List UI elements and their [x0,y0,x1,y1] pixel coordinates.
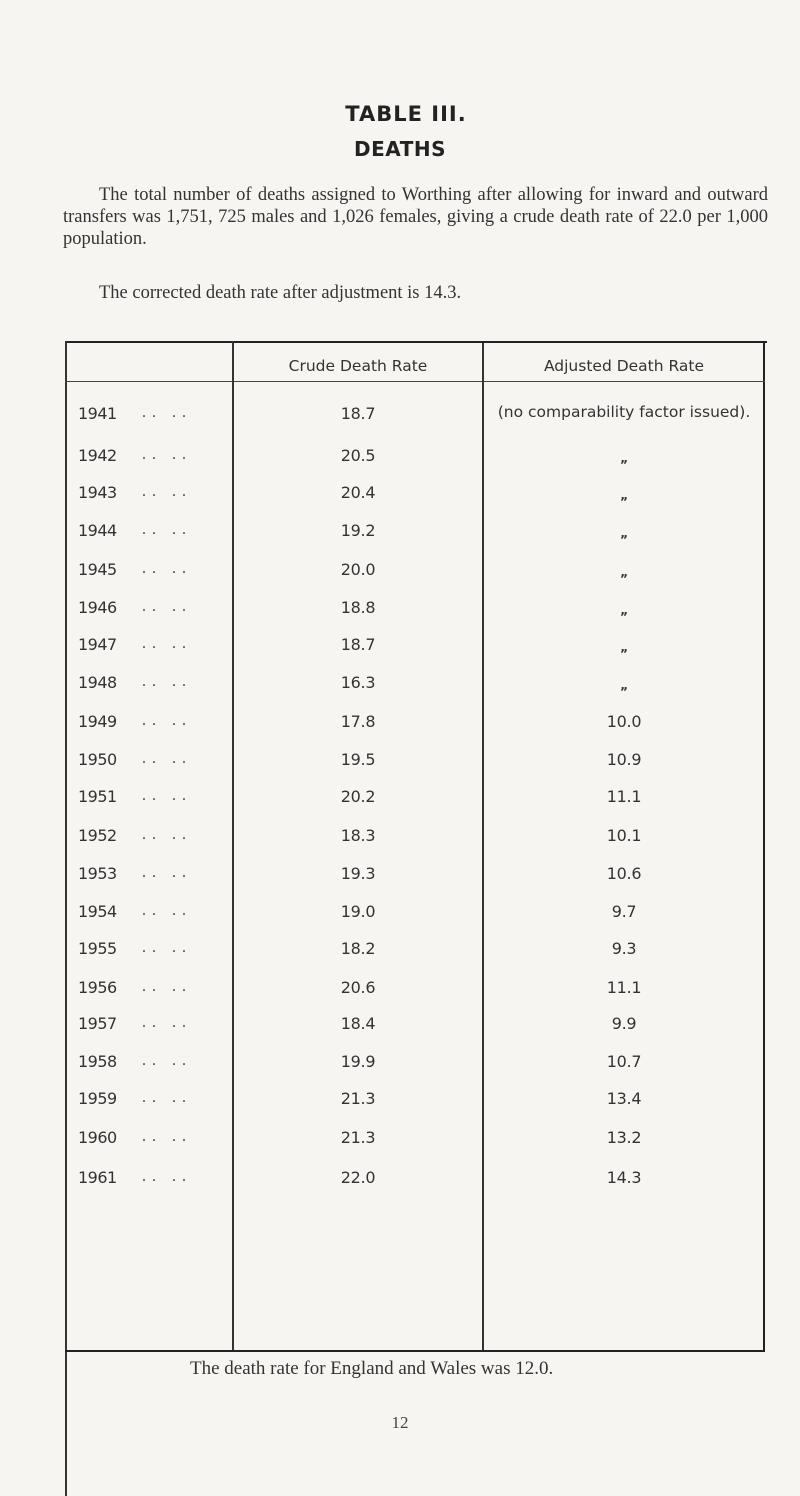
row-crude-rate: 16.3 [340,673,376,692]
table-row [0,560,800,590]
intro-paragraph-text: The total number of deaths assigned to Worthing after allowing for inward and outward transfers was 1,751, 725 males and 1,026 females, giving a crude death rate of 22.0 per 1,000 population. [63,185,768,249]
row-year: 1950 [78,750,117,769]
row-crude-rate: 20.6 [340,978,376,997]
row-adjusted-rate: 13.4 [606,1089,642,1108]
table-row [0,864,800,894]
page-number: 12 [391,1413,409,1432]
dot-leader: .. .. [142,1089,192,1106]
row-adjusted-rate: 10.0 [606,712,642,731]
corrected-rate-text: The corrected death rate after adjustment is 14.3. [99,283,462,303]
row-crude-rate: 18.4 [340,1014,376,1033]
row-year: 1959 [78,1089,117,1108]
row-crude-rate: 18.2 [340,939,376,958]
row-crude-rate: 22.0 [340,1168,376,1187]
row-crude-rate: 20.4 [340,483,376,502]
row-adjusted-rate: 13.2 [606,1128,642,1147]
row-crude-rate: 20.0 [340,560,376,579]
dot-leader: .. .. [142,750,192,767]
row-adjusted-rate: 10.1 [606,826,642,845]
dot-leader: .. .. [142,1014,192,1031]
intro-paragraph [63,184,768,250]
row-crude-rate: 19.2 [340,521,376,540]
dot-leader: .. .. [142,635,192,652]
row-crude-rate: 21.3 [340,1089,376,1108]
row-adjusted-rate: 11.1 [606,787,642,806]
dot-leader: .. .. [142,826,192,843]
row-adjusted-ditto: ” [620,572,628,586]
row-year: 1960 [78,1128,117,1147]
row-adjusted-rate: 11.1 [606,978,642,997]
row-crude-rate: 18.8 [340,598,376,617]
row-adjusted-rate: 14.3 [606,1168,642,1187]
table-row [0,902,800,932]
table-row [0,483,800,513]
dot-leader: .. .. [142,939,192,956]
row-crude-rate: 19.0 [340,902,376,921]
dot-leader: .. .. [142,787,192,804]
table-row [0,1052,800,1082]
page-title: DEATHS [354,137,446,161]
row-year: 1954 [78,902,117,921]
row-year: 1941 [78,404,117,423]
dot-leader: .. .. [142,1168,192,1185]
row-crude-rate: 19.5 [340,750,376,769]
row-year: 1953 [78,864,117,883]
row-crude-rate: 20.5 [340,446,376,465]
table-row [0,826,800,856]
row-crude-rate: 18.3 [340,826,376,845]
table-row [0,939,800,969]
dot-leader: .. .. [142,712,192,729]
table-row [0,1168,800,1198]
row-adjusted-ditto: ” [620,458,628,472]
row-year: 1951 [78,787,117,806]
row-year: 1949 [78,712,117,731]
dot-leader: .. .. [142,404,192,421]
footer-note: The death rate for England and Wales was 12.0. [190,1358,554,1379]
row-crude-rate: 21.3 [340,1128,376,1147]
table-row [0,1089,800,1119]
row-crude-rate: 18.7 [340,635,376,654]
comparability-note: (no comparability factor issued). [497,403,751,421]
row-year: 1946 [78,598,117,617]
row-crude-rate: 18.7 [340,404,376,423]
row-year: 1955 [78,939,117,958]
dot-leader: .. .. [142,598,192,615]
dot-leader: .. .. [142,1128,192,1145]
column-header-adjusted: Adjusted Death Rate [543,357,705,375]
corrected-rate-paragraph [63,282,768,304]
row-crude-rate: 19.3 [340,864,376,883]
row-adjusted-ditto: ” [620,533,628,547]
table-row [0,1128,800,1158]
table-row [0,750,800,780]
row-crude-rate: 19.9 [340,1052,376,1071]
column-header-crude: Crude Death Rate [288,357,428,375]
header-divider [65,381,765,382]
row-year: 1947 [78,635,117,654]
row-year: 1944 [78,521,117,540]
dot-leader: .. .. [142,673,192,690]
table-row [0,712,800,742]
table-row [0,978,800,1008]
row-adjusted-rate: 9.3 [611,939,637,958]
dot-leader: .. .. [142,1052,192,1069]
dot-leader: .. .. [142,446,192,463]
table-row [0,446,800,476]
row-year: 1942 [78,446,117,465]
row-year: 1948 [78,673,117,692]
row-adjusted-ditto: ” [620,495,628,509]
row-year: 1943 [78,483,117,502]
table-row [0,635,800,665]
table-row [0,787,800,817]
dot-leader: .. .. [142,902,192,919]
dot-leader: .. .. [142,864,192,881]
table-row [0,404,800,434]
table-row [0,1014,800,1044]
row-year: 1957 [78,1014,117,1033]
row-crude-rate: 20.2 [340,787,376,806]
table-row [0,521,800,551]
table-row [0,673,800,703]
row-year: 1945 [78,560,117,579]
dot-leader: .. .. [142,483,192,500]
row-year: 1961 [78,1168,117,1187]
row-adjusted-rate: 10.6 [606,864,642,883]
row-adjusted-rate: 9.7 [611,902,637,921]
row-year: 1958 [78,1052,117,1071]
dot-leader: .. .. [142,521,192,538]
row-crude-rate: 17.8 [340,712,376,731]
row-adjusted-rate: 10.9 [606,750,642,769]
row-adjusted-ditto: ” [620,610,628,624]
row-year: 1956 [78,978,117,997]
row-adjusted-ditto: ” [620,685,628,699]
table-border-bottom [65,1350,765,1352]
dot-leader: .. .. [142,978,192,995]
row-year: 1952 [78,826,117,845]
row-adjusted-ditto: ” [620,647,628,661]
dot-leader: .. .. [142,560,192,577]
row-adjusted-rate: 10.7 [606,1052,642,1071]
row-adjusted-rate: 9.9 [611,1014,637,1033]
table-row [0,598,800,628]
table-label: TABLE III. [345,102,467,126]
table-border-top [65,341,767,343]
